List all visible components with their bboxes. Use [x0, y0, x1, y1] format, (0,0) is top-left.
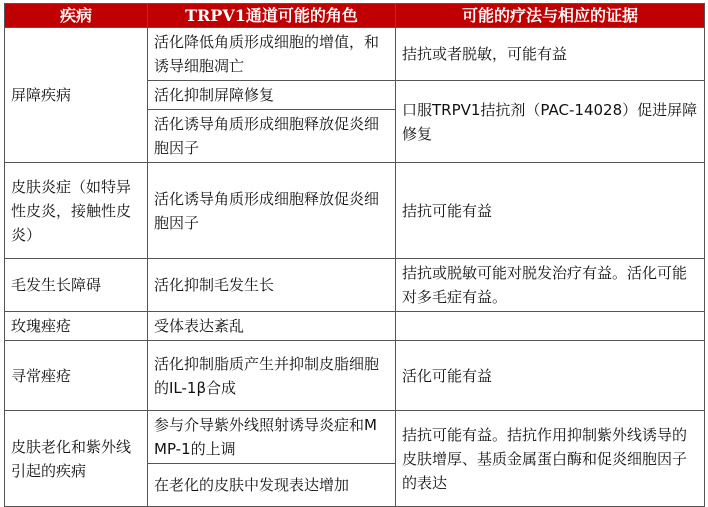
- header-disease: 疾病: [5, 4, 148, 28]
- therapy-cell: [396, 312, 705, 341]
- role-cell: 受体表达紊乱: [148, 312, 396, 341]
- disease-cell: 毛发生长障碍: [5, 259, 148, 312]
- therapy-cell: 拮抗可能有益。拮抗作用抑制紫外线诱导的皮肤增厚、基质金属蛋白酶和促炎细胞因子的表达: [396, 411, 705, 507]
- disease-cell: 寻常痤疮: [5, 341, 148, 411]
- table-row: [5, 163, 705, 259]
- therapy-cell: 口服TRPV1拮抗剂（PAC-14028）促进屏障修复: [396, 81, 705, 163]
- therapy-cell: 拮抗或脱敏可能对脱发治疗有益。活化可能对多毛症有益。: [396, 259, 705, 312]
- header-therapy: 可能的疗法与相应的证据: [396, 4, 705, 28]
- disease-cell: 皮肤炎症（如特异性皮炎，接触性皮炎）: [5, 163, 148, 259]
- header-role: TRPV1通道可能的角色: [148, 4, 396, 28]
- header-row: [5, 4, 705, 28]
- role-cell: 活化抑制毛发生长: [148, 259, 396, 312]
- trpv1-disease-table: [4, 3, 705, 507]
- therapy-cell: 拮抗可能有益: [396, 163, 705, 259]
- role-cell: 活化抑制脂质产生并抑制皮脂细胞的IL-1β合成: [148, 341, 396, 411]
- table-row: [5, 411, 705, 464]
- therapy-cell: 拮抗或者脱敏，可能有益: [396, 28, 705, 81]
- therapy-cell: 活化可能有益: [396, 341, 705, 411]
- role-cell: 在老化的皮肤中发现表达增加: [148, 464, 396, 507]
- disease-cell: 玫瑰痤疮: [5, 312, 148, 341]
- role-cell: 活化降低角质形成细胞的增值，和诱导细胞凋亡: [148, 28, 396, 81]
- table-row: [5, 341, 705, 411]
- table-row: [5, 28, 705, 81]
- disease-cell: 皮肤老化和紫外线引起的疾病: [5, 411, 148, 507]
- table-row: [5, 259, 705, 312]
- role-cell: 活化诱导角质形成细胞释放促炎细胞因子: [148, 110, 396, 163]
- role-cell: 活化抑制屏障修复: [148, 81, 396, 110]
- table-row: [5, 312, 705, 341]
- disease-cell: 屏障疾病: [5, 28, 148, 163]
- role-cell: 参与介导紫外线照射诱导炎症和MMP-1的上调: [148, 411, 396, 464]
- role-cell: 活化诱导角质形成细胞释放促炎细胞因子: [148, 163, 396, 259]
